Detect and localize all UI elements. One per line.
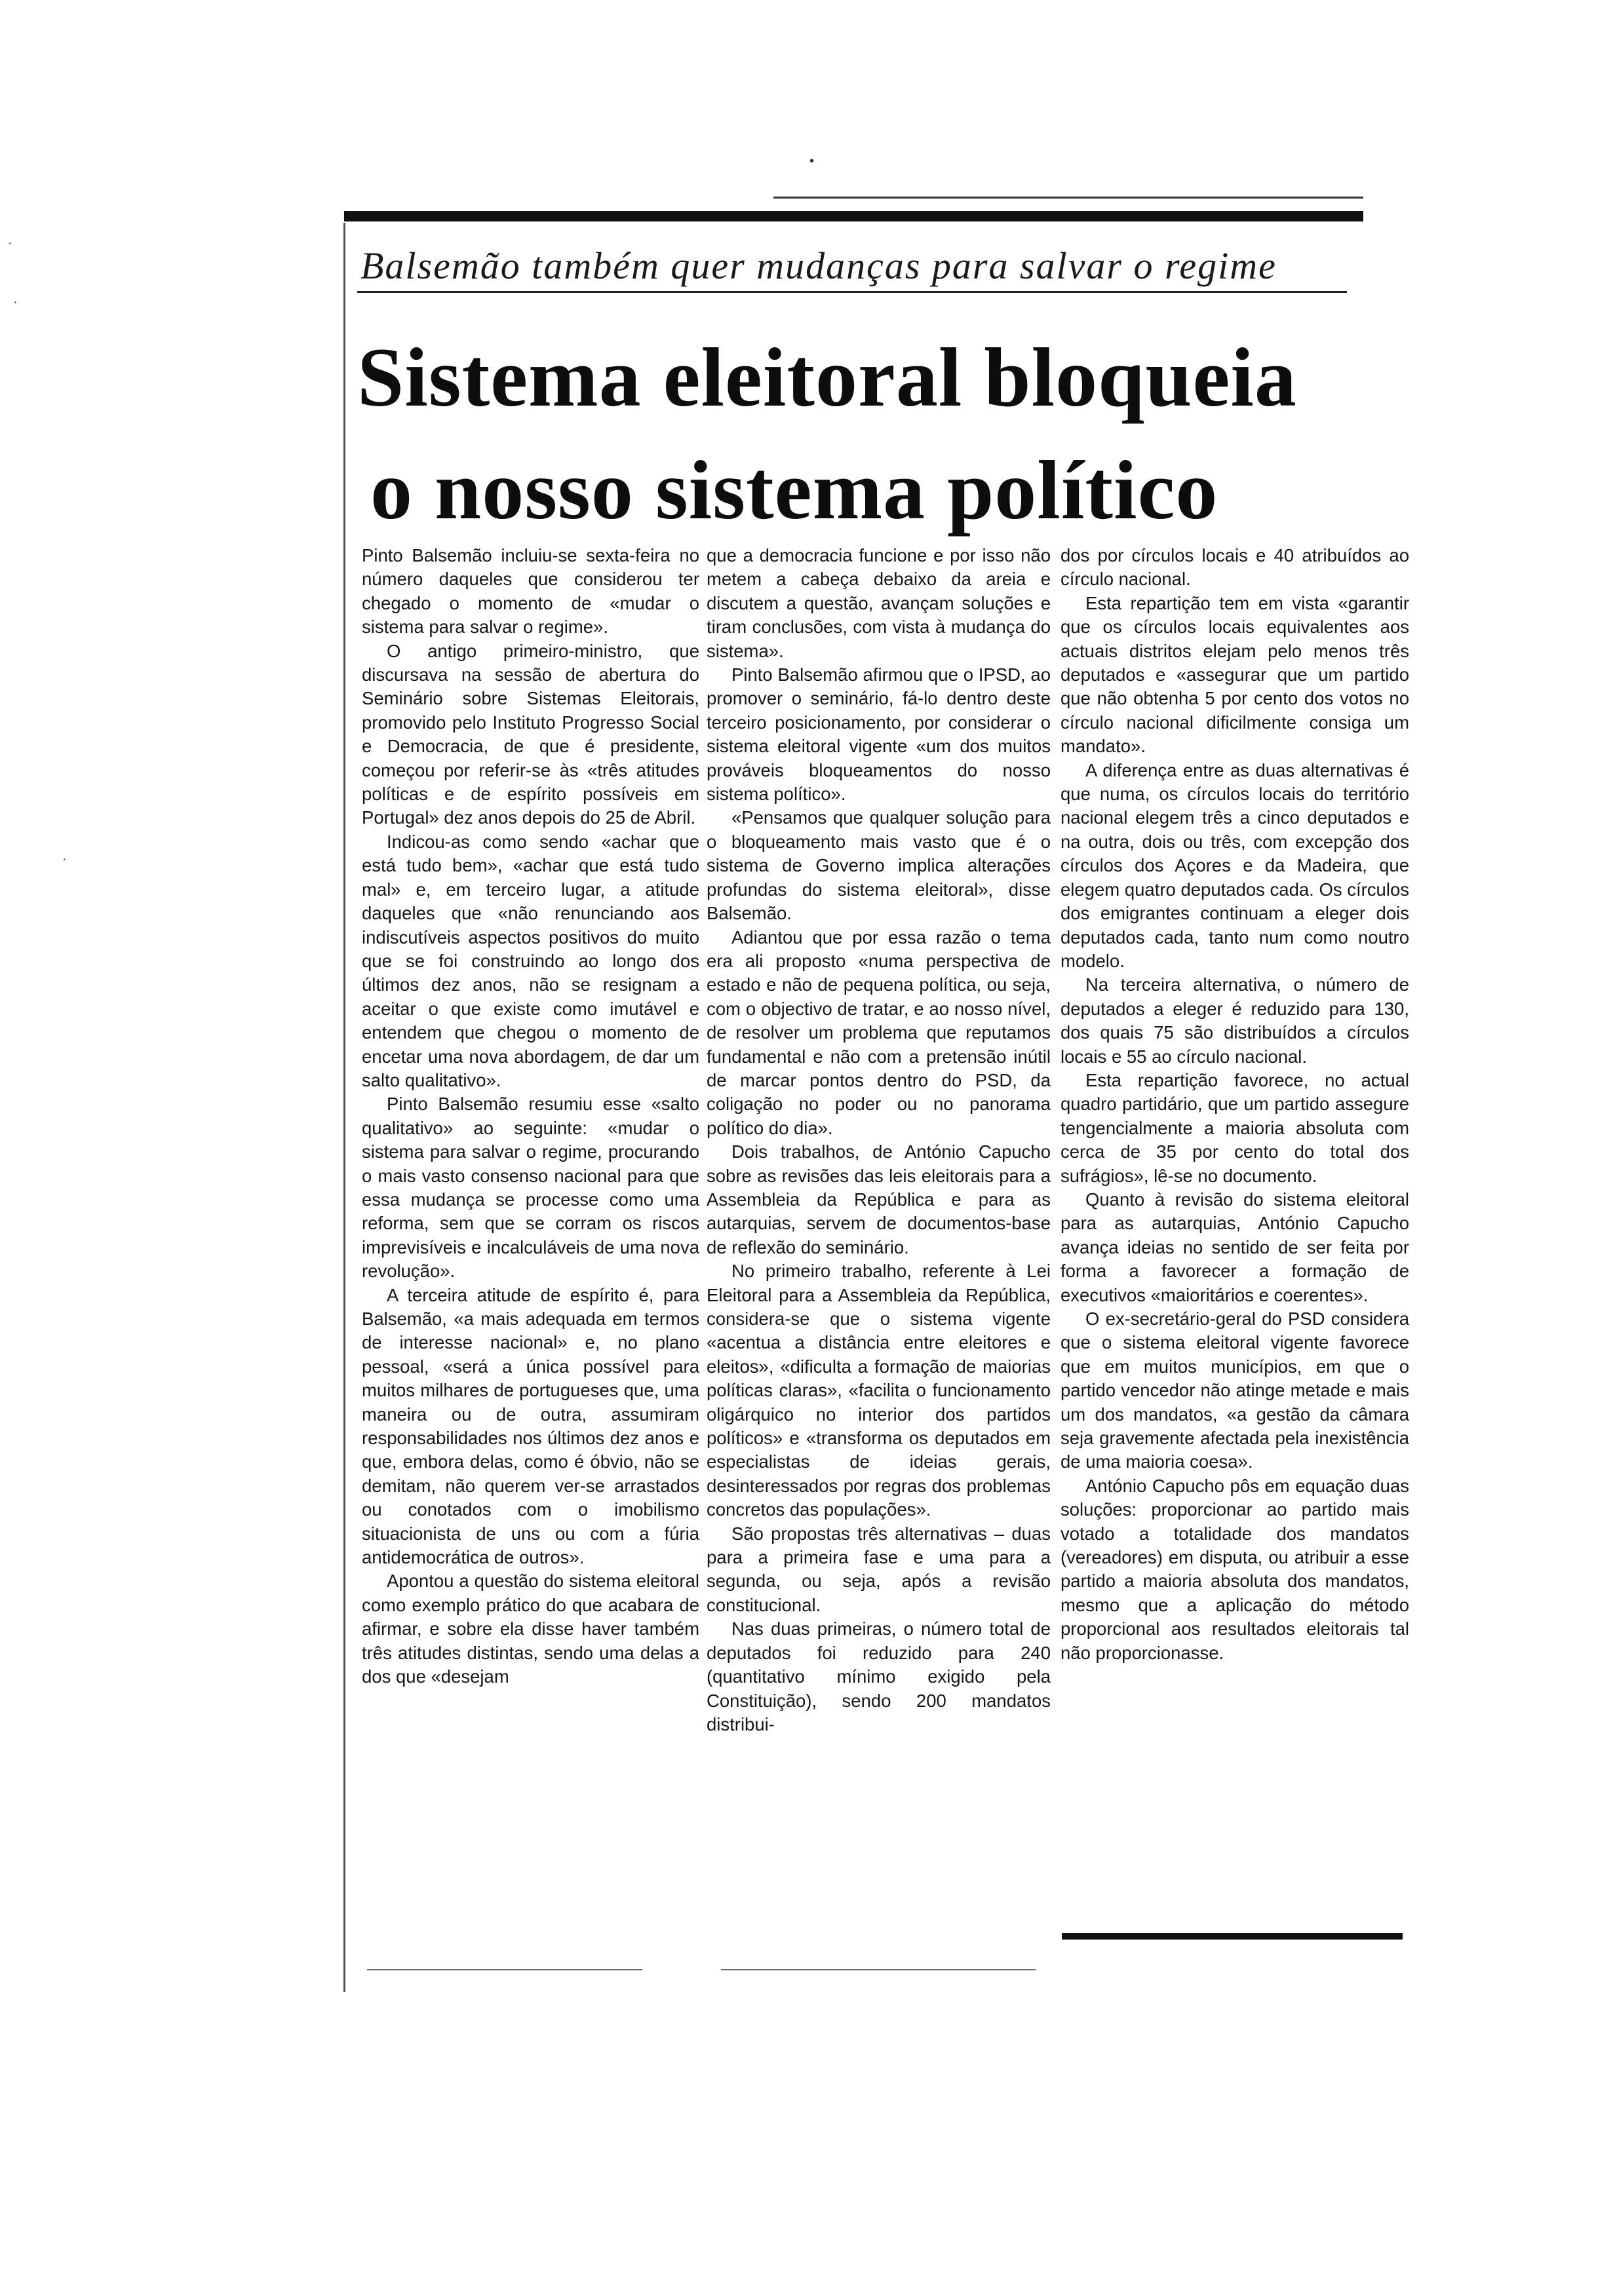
headline-line-1: Sistema eleitoral bloqueia — [357, 331, 1297, 424]
article-column-2 — [707, 544, 1051, 1736]
top-heavy-rule — [344, 211, 1363, 221]
paragraph: Adiantou que por essa razão o tema era ali proposto «numa perspectiva de estado e não de pequena política, ou seja, com o objectivo de tratar, e ao nosso nível, de resolver um problema que reputamos fundamental e não com a pretensão inútil de marcar pontos dentro do PSD, da coligação no poder ou no panorama político do dia». — [707, 927, 1051, 1138]
scan-speck: • — [809, 154, 815, 168]
scan-speck: · — [62, 852, 67, 866]
paragraph: No primeiro trabalho, referente à Lei Eleitoral para a Assembleia da República, considera-se que o sistema vigente «acentua a distância entre eleitores e eleitos», «dificulta a formação de maiorias políticas claras», «facilita o funcionamento oligárquico no interior dos partidos políticos» e «transforma os deputados em especialistas de ideias gerais, desinteressados por regras dos problemas concretos das populações». — [707, 1261, 1051, 1520]
paragraph: Pinto Balsemão afirmou que o IPSD, ao promover o seminário, fá-lo dentro deste terceiro posicionamento, por considerar o sistema eleitoral vigente «um dos muitos prováveis bloqueamentos do nosso sistema político». — [707, 664, 1051, 805]
paragraph: Na terceira alternativa, o número de deputados a eleger é reduzido para 130, dos quais 75 são distribuídos a círculos locais e 55 ao círculo nacional. — [1060, 974, 1409, 1067]
paragraph: São propostas três alternativas – duas para a primeira fase e uma para a segunda, ou seja, após a revisão constitucional. — [707, 1523, 1051, 1615]
scan-speck: · — [13, 295, 18, 309]
bottom-dash-middle — [721, 1969, 1036, 1970]
paragraph: A diferença entre as duas alternativas é que numa, os círculos locais do território nacional elegem três a cinco deputados e na outra, dois ou três, com excepção dos círculos dos Açores e da Madeira, que elegem quatro deputados cada. Os círculos dos emigrantes continuam a eleger dois deputados cada, tanto num como noutro modelo. — [1060, 759, 1409, 971]
paragraph: Nas duas primeiras, o número total de deputados foi reduzido para 240 (quantitativo mínimo exigido pela Constituição), sendo 200 mandatos distribui- — [707, 1618, 1051, 1734]
bottom-dash-left — [367, 1969, 642, 1970]
paragraph: O antigo primeiro-ministro, que discursava na sessão de abertura do Seminário sobre Sistemas Eleitorais, promovido pelo Instituto Progresso Social e Democracia, de que é presidente, começou por referir-se às «três atitudes políticas e de espírito possíveis em Portugal» dez anos depois do 25 de Abril. — [362, 640, 699, 828]
paragraph: Pinto Balsemão resumiu esse «salto qualitativo» ao seguinte: «mudar o sistema para salvar o regime, procurando o mais vasto consenso nacional para que essa mudança se processe como uma reforma, sem que se corram os riscos imprevisíveis e incalculáveis de uma nova revolução». — [362, 1094, 699, 1282]
kicker-underline — [357, 291, 1347, 293]
paragraph: Apontou a questão do sistema eleitoral como exemplo prático do que acabara de afirmar, e sobre ela disse haver também três atitudes distintas, sendo uma delas a dos que «desejam — [362, 1571, 699, 1687]
paragraph: Pinto Balsemão incluiu-se sexta-feira no número daqueles que considerou ter chegado o momento de «mudar o sistema para salvar o regime». — [362, 545, 699, 638]
scan-speck: · — [8, 236, 12, 250]
paragraph: que a democracia funcione e por isso não metem a cabeça debaixo da areia e discutem a questão, avançam soluções e tiram conclusões, com vista à mudança do sistema». — [707, 545, 1051, 661]
paragraph: Esta repartição favorece, no actual quadro partidário, que um partido assegure tengencialmente a maioria absoluta com cerca de 35 por cento do total dos sufrágios», lê-se no documento. — [1060, 1069, 1409, 1186]
paragraph: Indicou-as como sendo «achar que está tudo bem», «achar que está tudo mal» e, em terceiro lugar, a atitude daqueles que «não renunciando aos indiscutíveis aspectos positivos do muito que se foi construindo ao longo dos últimos dez anos, não se resignam a aceitar o que existe como imutável e entendem que chegou o momento de encetar uma nova abordagem, de dar um salto qualitativo». — [362, 831, 699, 1090]
top-thin-rule — [773, 197, 1363, 199]
bottom-heavy-rule — [1062, 1933, 1403, 1940]
article-column-1 — [362, 544, 699, 1689]
article-column-3 — [1060, 544, 1409, 1665]
paragraph: O ex-secretário-geral do PSD considera que o sistema eleitoral vigente favorece que em muitos municípios, em que o partido vencedor não atinge metade e mais um dos mandatos, «a gestão da câmara seja gravemente afectada pela inexistência de uma maioria coesa». — [1060, 1309, 1409, 1472]
paragraph: «Pensamos que qualquer solução para o bloqueamento mais vasto que é o sistema de Governo implica alterações profundas do sistema eleitoral», disse Balsemão. — [707, 807, 1051, 924]
paragraph: A terceira atitude de espírito é, para Balsemão, «a mais adequada em termos de interesse nacional» e, no plano pessoal, «será a única possível para muitos milhares de portugueses que, uma maneira ou de outra, assumiram responsabilidades nos últimos dez anos e que, embora delas, como é óbvio, não se demitam, não querem ver-se arrastados ou conotados com o imobilismo situacionista de uns ou com a fúria antidemocrática de outros». — [362, 1284, 699, 1568]
left-border-line — [343, 223, 345, 1992]
paragraph: António Capucho pôs em equação duas soluções: proporcionar ao partido mais votado a totalidade dos mandatos (vereadores) em disputa, ou atribuir a esse partido a maioria absoluta dos mandatos, mesmo que a aplicação do método proporcional aos resultados eleitorais tal não proporcionasse. — [1060, 1475, 1409, 1663]
article-kicker: Balsemão também quer mudanças para salvar o regime — [360, 244, 1277, 287]
headline-line-2: o nosso sistema político — [370, 444, 1218, 537]
paragraph: Esta repartição tem em vista «garantir que os círculos locais equivalentes aos actuais distritos elejam pelo menos três deputados e «assegurar que um partido que não obtenha 5 por cento dos votos no círculo nacional dificilmente consiga um mandato». — [1060, 592, 1409, 757]
article-headline — [357, 321, 1340, 546]
paragraph: dos por círculos locais e 40 atribuídos ao círculo nacional. — [1060, 545, 1409, 590]
paragraph: Quanto à revisão do sistema eleitoral para as autarquias, António Capucho avança ideias no sentido de ser feita por forma a favorecer a formação de executivos «maioritários e coerentes». — [1060, 1189, 1409, 1305]
paragraph: Dois trabalhos, de António Capucho sobre as revisões das leis eleitorais para a Assembleia da República e para as autarquias, servem de documentos-base de reflexão do seminário. — [707, 1141, 1051, 1257]
